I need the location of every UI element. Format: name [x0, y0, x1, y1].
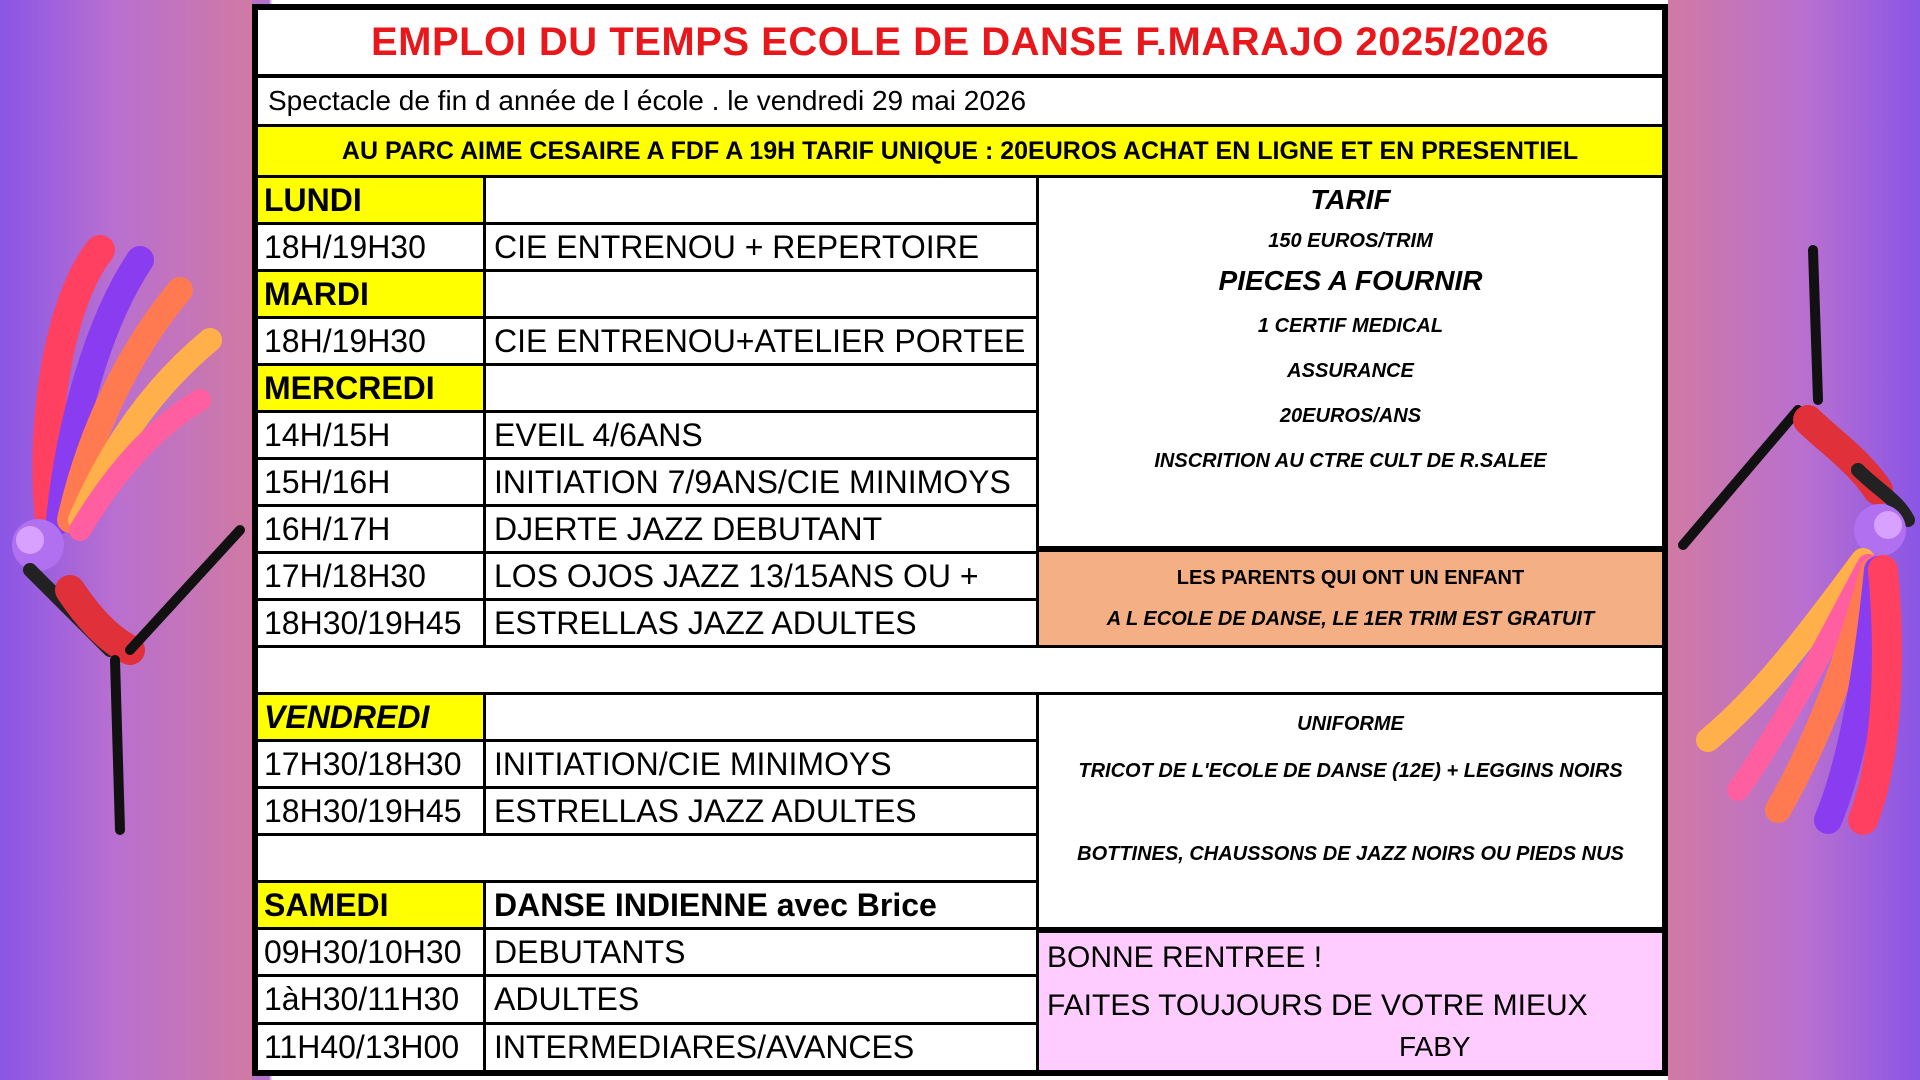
uniform-panel	[1039, 695, 1662, 927]
samedi-class-header: DANSE INDIENNE avec Brice	[486, 883, 1036, 927]
empty-cell	[486, 366, 1036, 410]
message-panel	[1039, 933, 1662, 1070]
time-cell: 09H30/10H30	[258, 930, 483, 974]
dancer-illustration-right	[1668, 0, 1920, 1080]
tarif-price: 150 EUROS/TRIM	[1268, 230, 1433, 252]
activity-cell: DJERTE JAZZ DEBUTANT	[486, 507, 1036, 551]
time-cell: 15H/16H	[258, 460, 483, 504]
pieces-heading: PIECES A FOURNIR	[1218, 265, 1483, 296]
show-announcement: Spectacle de fin d année de l école . le vendredi 29 mai 2026	[258, 78, 1662, 124]
activity-cell: CIE ENTRENOU + REPERTOIRE	[486, 225, 1036, 269]
promo-line-1: LES PARENTS QUI ONT UN ENFANT	[1176, 566, 1525, 589]
pieces-item: 20EUROS/ANS	[1279, 405, 1422, 427]
page-title: EMPLOI DU TEMPS ECOLE DE DANSE F.MARAJO 2025/2026	[258, 10, 1662, 74]
schedule-sheet	[252, 4, 1668, 1076]
activity-cell: INTERMEDIARES/AVANCES	[486, 1025, 1036, 1070]
dancer-illustration-left	[0, 0, 252, 1080]
activity-cell: ESTRELLAS JAZZ ADULTES	[486, 789, 1036, 833]
empty-cell	[486, 695, 1036, 739]
time-cell: 17H/18H30	[258, 554, 483, 598]
activity-cell: ADULTES	[486, 977, 1036, 1022]
activity-cell: DEBUTANTS	[486, 930, 1036, 974]
promo-line-2: A L ECOLE DE DANSE, LE 1ER TRIM EST GRATUIT	[1106, 607, 1595, 630]
uniform-line-1: TRICOT DE L'ECOLE DE DANSE (12E) + LEGGINS NOIRS	[1078, 760, 1623, 782]
tarif-heading: TARIF	[1310, 184, 1391, 215]
day-label-vendredi: VENDREDI	[258, 695, 483, 739]
empty-cell	[486, 272, 1036, 316]
time-cell: 1àH30/11H30	[258, 977, 483, 1022]
day-label-mercredi: MERCREDI	[258, 366, 483, 410]
activity-cell: INITIATION 7/9ANS/CIE MINIMOYS	[486, 460, 1036, 504]
activity-cell: INITIATION/CIE MINIMOYS	[486, 742, 1036, 786]
spacer-row	[258, 836, 1036, 880]
activity-cell: CIE ENTRENOU+ATELIER PORTEE	[486, 319, 1036, 363]
time-cell: 18H/19H30	[258, 319, 483, 363]
pieces-item: INSCRITION AU CTRE CULT DE R.SALEE	[1154, 450, 1547, 472]
empty-cell	[486, 178, 1036, 222]
activity-cell: ESTRELLAS JAZZ ADULTES	[486, 601, 1036, 645]
time-cell: 18H30/19H45	[258, 601, 483, 645]
activity-cell: LOS OJOS JAZZ 13/15ANS OU +	[486, 554, 1036, 598]
time-cell: 18H/19H30	[258, 225, 483, 269]
ticket-banner: AU PARC AIME CESAIRE A FDF A 19H TARIF UNIQUE : 20EUROS ACHAT EN LIGNE ET EN PRESENTIEL	[258, 127, 1662, 175]
pieces-item: 1 CERTIF MEDICAL	[1257, 315, 1444, 337]
activity-cell: EVEIL 4/6ANS	[486, 413, 1036, 457]
right-decoration-panel	[1668, 0, 1920, 1080]
promo-panel	[1039, 552, 1662, 645]
uniform-line-2: BOTTINES, CHAUSSONS DE JAZZ NOIRS OU PIEDS NUS	[1077, 843, 1624, 865]
uniform-heading: UNIFORME	[1297, 713, 1404, 735]
day-label-lundi: LUNDI	[258, 178, 483, 222]
time-cell: 16H/17H	[258, 507, 483, 551]
message-line-1: BONNE RENTREE !	[1047, 941, 1323, 974]
message-signature: FABY	[1399, 1031, 1471, 1062]
left-decoration-panel	[0, 0, 252, 1080]
message-line-2: FAITES TOUJOURS DE VOTRE MIEUX	[1047, 989, 1588, 1022]
time-cell: 11H40/13H00	[258, 1025, 483, 1070]
time-cell: 18H30/19H45	[258, 789, 483, 833]
tarif-panel	[1039, 178, 1662, 546]
time-cell: 17H30/18H30	[258, 742, 483, 786]
day-label-samedi: SAMEDI	[258, 883, 483, 927]
day-label-mardi: MARDI	[258, 272, 483, 316]
spacer-row	[258, 648, 1662, 692]
pieces-item: ASSURANCE	[1287, 360, 1414, 382]
time-cell: 14H/15H	[258, 413, 483, 457]
